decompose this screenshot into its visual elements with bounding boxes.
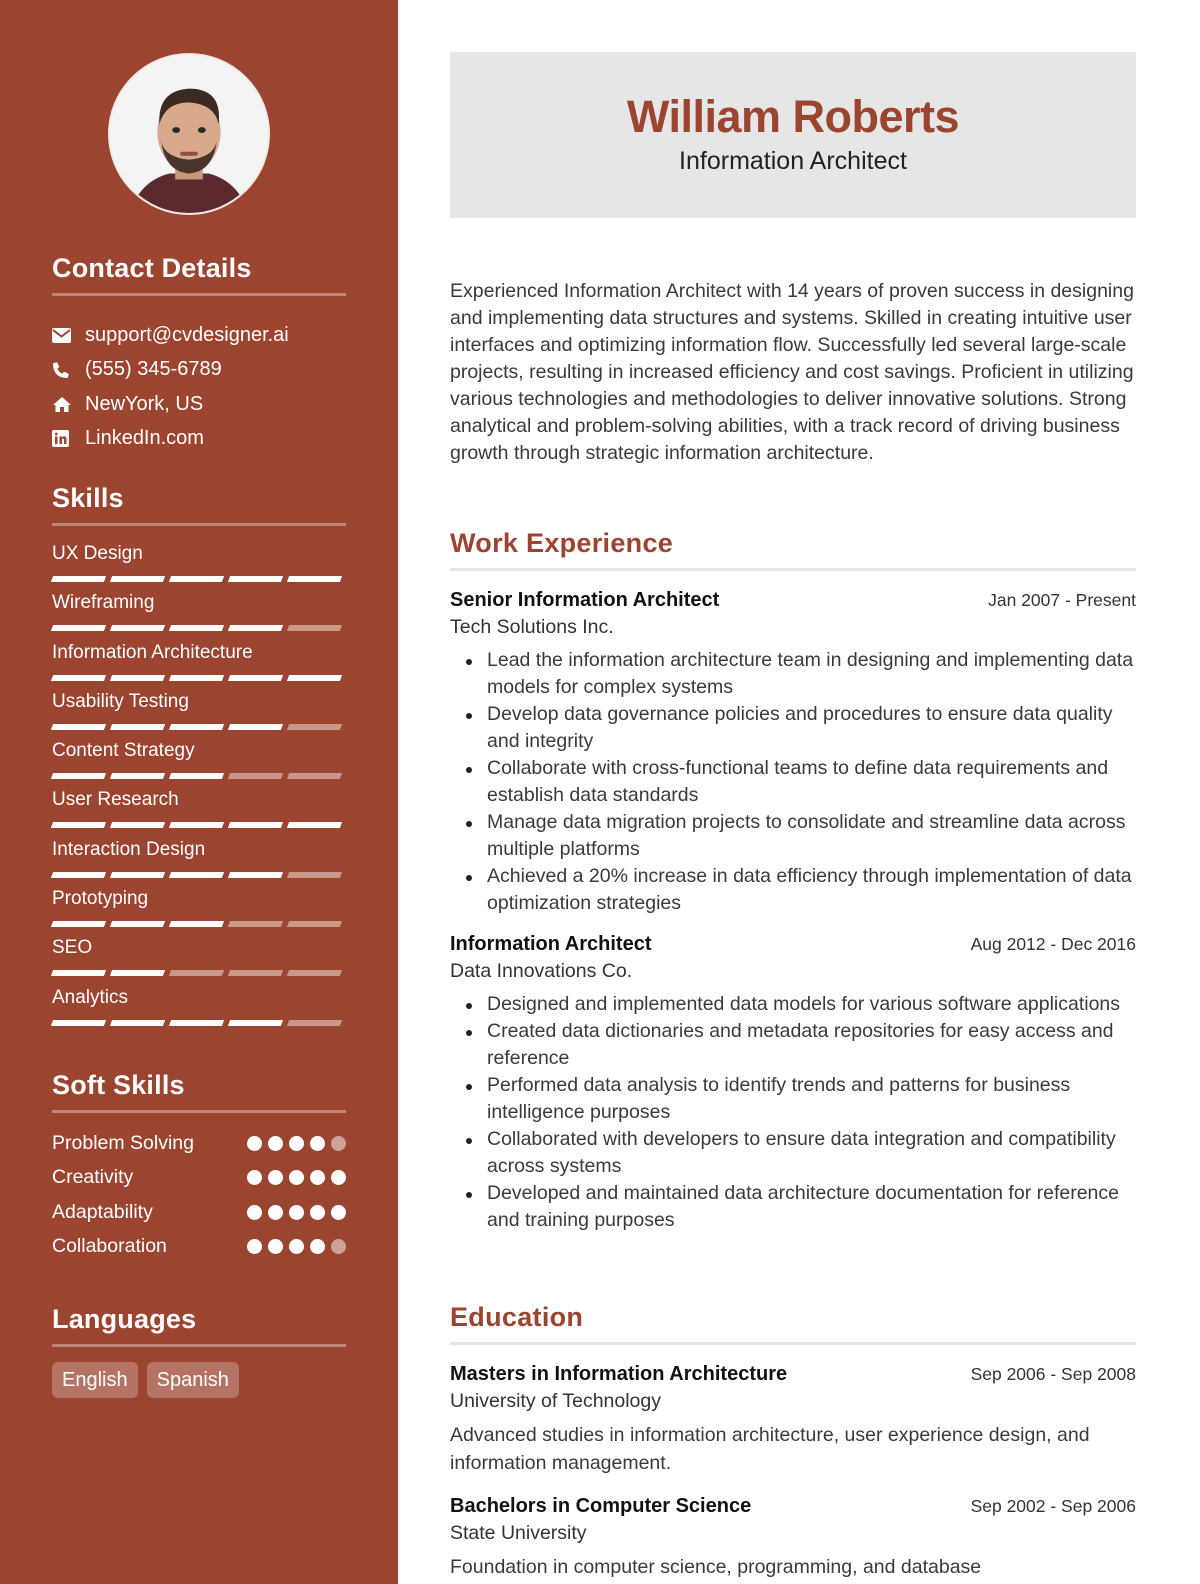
job-header: [450, 933, 1136, 956]
resume-header: [450, 52, 1136, 218]
contact-linkedin[interactable]: [52, 422, 346, 457]
languages-list: [52, 1362, 346, 1398]
skill-item: [52, 542, 346, 591]
skill-level-segment: [228, 822, 283, 828]
skill-name: Wireframing: [52, 592, 155, 614]
skill-level-bar: [52, 724, 346, 730]
skill-level-segment: [51, 970, 106, 976]
skill-level-segment: [51, 625, 106, 631]
skill-name: SEO: [52, 937, 93, 959]
skill-level-segment: [228, 1020, 283, 1026]
job-title: Information Architect: [450, 933, 652, 955]
contact-phone-text: (555) 345-6789: [85, 358, 222, 381]
job-bullets: [450, 991, 1136, 1234]
contact-phone[interactable]: [52, 353, 346, 388]
skill-name: Usability Testing: [52, 690, 189, 712]
job-company: Tech Solutions Inc.: [450, 616, 614, 638]
skill-level-segment: [287, 675, 342, 681]
job-bullet: Designed and implemented data models for various software applications: [450, 991, 1136, 1018]
soft-skill-name: Collaboration: [52, 1235, 167, 1258]
skill-level-bar: [52, 625, 346, 631]
contact-email-text: support@cvdesigner.ai: [85, 323, 289, 346]
skill-level-segment: [169, 1020, 224, 1026]
envelope-icon: [52, 328, 85, 343]
work-experience-section: [450, 528, 1136, 1234]
skill-level-segment: [228, 921, 283, 927]
soft-skill-rating: [247, 1170, 346, 1185]
education-description: Advanced studies in information architecture, user experience design, and information management.: [450, 1424, 1090, 1474]
rating-dot: [247, 1170, 262, 1185]
skill-level-segment: [287, 822, 342, 828]
skill-level-segment: [228, 970, 283, 976]
job-bullet: Achieved a 20% increase in data efficiency through implementation of data optimization strategies: [450, 863, 1136, 917]
skill-level-segment: [51, 675, 106, 681]
education-header: [450, 1495, 1136, 1518]
contact-section: [52, 253, 346, 456]
skill-level-segment: [169, 773, 224, 779]
contact-linkedin-text: LinkedIn.com: [85, 427, 204, 450]
job-entry: [450, 589, 1136, 917]
soft-skill-name: Problem Solving: [52, 1131, 194, 1154]
contact-list: [52, 318, 346, 456]
rating-dot: [247, 1205, 262, 1220]
soft-skills-section: [52, 1070, 346, 1264]
soft-skill-rating: [247, 1239, 346, 1254]
job-bullet: Collaborate with cross-functional teams to define data requirements and establish data standards: [450, 755, 1136, 809]
skill-level-segment: [287, 970, 342, 976]
skill-level-bar: [52, 822, 346, 828]
school-name: University of Technology: [450, 1390, 661, 1412]
skills-list: [52, 542, 346, 1035]
skill-level-segment: [110, 576, 165, 582]
job-bullet: Develop data governance policies and procedures to ensure data quality and integrity: [450, 701, 1136, 755]
skill-item: [52, 739, 346, 788]
skill-level-segment: [110, 872, 165, 878]
candidate-name: William Roberts: [626, 91, 960, 142]
skill-level-segment: [110, 724, 165, 730]
education-date: Sep 2006 - Sep 2008: [970, 1364, 1136, 1384]
soft-skill-item: [52, 1230, 346, 1265]
skill-level-segment: [287, 724, 342, 730]
skill-level-bar: [52, 970, 346, 976]
skill-level-segment: [287, 921, 342, 927]
language-pill: English: [52, 1362, 138, 1398]
skill-name: Analytics: [52, 986, 129, 1008]
job-title: Senior Information Architect: [450, 589, 720, 611]
skill-name: UX Design: [52, 543, 143, 564]
skill-level-segment: [110, 625, 165, 631]
skill-level-segment: [110, 773, 165, 779]
language-pill: Spanish: [147, 1362, 239, 1398]
skill-level-bar: [52, 773, 346, 779]
soft-skill-name: Creativity: [52, 1166, 134, 1189]
rating-dot: [331, 1239, 346, 1254]
contact-location: [52, 387, 346, 422]
skill-level-segment: [110, 970, 165, 976]
sidebar: [0, 0, 398, 1584]
rating-dot: [331, 1170, 346, 1185]
soft-skill-item: [52, 1161, 346, 1196]
skill-item: [52, 690, 346, 739]
skill-level-bar: [52, 872, 346, 878]
skill-level-segment: [169, 724, 224, 730]
skill-level-segment: [228, 872, 283, 878]
skill-item: [52, 887, 346, 936]
avatar-photo-icon: [110, 55, 268, 213]
school-name: State University: [450, 1522, 587, 1544]
job-company: Data Innovations Co.: [450, 960, 633, 982]
rating-dot: [331, 1136, 346, 1151]
job-bullet: Performed data analysis to identify trends and patterns for business intelligence purposes: [450, 1072, 1136, 1126]
skill-item: [52, 986, 346, 1035]
rating-dot: [268, 1170, 283, 1185]
contact-heading: Contact Details: [52, 253, 346, 296]
rating-dot: [310, 1239, 325, 1254]
linkedin-icon: [52, 430, 85, 447]
skill-level-bar: [52, 921, 346, 927]
rating-dot: [268, 1136, 283, 1151]
job-header: [450, 589, 1136, 612]
skill-level-segment: [287, 1020, 342, 1026]
education-entry: [450, 1495, 1136, 1581]
skill-level-segment: [169, 675, 224, 681]
skill-level-segment: [51, 872, 106, 878]
home-icon: [52, 396, 85, 413]
avatar: [108, 53, 270, 215]
skill-name: Interaction Design: [52, 838, 206, 860]
education-header: [450, 1363, 1136, 1386]
skill-item: [52, 838, 346, 887]
skill-name: User Research: [52, 789, 179, 811]
skill-level-segment: [169, 921, 224, 927]
skill-level-segment: [51, 724, 106, 730]
skill-name: Prototyping: [52, 888, 149, 910]
job-bullet: Developed and maintained data architecture documentation for reference and training purposes: [450, 1180, 1136, 1234]
contact-location-text: NewYork, US: [85, 392, 204, 415]
education-heading: Education: [450, 1302, 1136, 1345]
job-entry: [450, 933, 1136, 1234]
skill-level-segment: [228, 773, 283, 779]
soft-skill-rating: [247, 1136, 346, 1151]
rating-dot: [289, 1136, 304, 1151]
skill-level-bar: [52, 675, 346, 681]
skill-level-segment: [228, 625, 283, 631]
soft-skill-rating: [247, 1205, 346, 1220]
education-entry: [450, 1363, 1136, 1477]
soft-skill-item: [52, 1126, 346, 1161]
skill-name: Content Strategy: [52, 740, 195, 762]
job-date: Jan 2007 - Present: [988, 590, 1136, 610]
languages-section: [52, 1304, 346, 1398]
skill-level-segment: [110, 675, 165, 681]
skill-item: [52, 641, 346, 690]
skill-level-segment: [169, 625, 224, 631]
skill-level-segment: [51, 576, 106, 582]
languages-heading: Languages: [52, 1304, 346, 1347]
soft-skill-name: Adaptability: [52, 1200, 153, 1223]
skill-level-segment: [228, 675, 283, 681]
rating-dot: [310, 1136, 325, 1151]
rating-dot: [310, 1170, 325, 1185]
education-section: [450, 1302, 1136, 1581]
job-bullet: Manage data migration projects to consolidate and streamline data across multiple platforms: [450, 809, 1136, 863]
rating-dot: [331, 1205, 346, 1220]
rating-dot: [247, 1239, 262, 1254]
job-bullet: Created data dictionaries and metadata repositories for easy access and reference: [450, 1018, 1136, 1072]
rating-dot: [289, 1239, 304, 1254]
candidate-title: Information Architect: [679, 147, 907, 175]
skill-level-segment: [169, 872, 224, 878]
job-date: Aug 2012 - Dec 2016: [970, 934, 1136, 954]
rating-dot: [247, 1136, 262, 1151]
rating-dot: [268, 1239, 283, 1254]
degree-title: Bachelors in Computer Science: [450, 1495, 752, 1517]
soft-skill-item: [52, 1195, 346, 1230]
skill-item: [52, 591, 346, 640]
skill-level-segment: [51, 921, 106, 927]
job-bullets: [450, 647, 1136, 917]
skill-level-segment: [169, 576, 224, 582]
skill-item: [52, 788, 346, 837]
job-bullet: Collaborated with developers to ensure data integration and compatibility across systems: [450, 1126, 1136, 1180]
profile-summary: Experienced Information Architect with 14 years of proven success in designing and implementing data structures and systems. Skilled in creating intuitive user interfaces and optimizing information flow. Successfully led several large-scale projects, resulting in increased efficiency and cost savings. Proficient in utilizing various technologies and methodologies to deliver innovative solutions. Strong analytical and problem-solving abilities, with a track record of driving business growth through strategic information architecture.: [450, 280, 1134, 464]
skill-level-bar: [52, 576, 346, 582]
rating-dot: [310, 1205, 325, 1220]
skill-level-segment: [110, 1020, 165, 1026]
skill-level-segment: [51, 822, 106, 828]
skill-level-segment: [228, 724, 283, 730]
education-date: Sep 2002 - Sep 2006: [970, 1496, 1136, 1516]
phone-icon: [52, 361, 85, 379]
job-bullet: Lead the information architecture team in designing and implementing data models for complex systems: [450, 647, 1136, 701]
skill-level-segment: [228, 576, 283, 582]
skill-level-segment: [287, 773, 342, 779]
contact-email[interactable]: [52, 318, 346, 353]
skill-level-segment: [287, 576, 342, 582]
skill-item: [52, 936, 346, 985]
soft-skills-list: [52, 1126, 346, 1264]
skill-level-segment: [287, 625, 342, 631]
skill-level-segment: [169, 970, 224, 976]
rating-dot: [268, 1205, 283, 1220]
soft-skills-heading: Soft Skills: [52, 1070, 346, 1113]
skills-heading: Skills: [52, 483, 346, 526]
skill-level-segment: [110, 822, 165, 828]
work-experience-heading: Work Experience: [450, 528, 1136, 571]
rating-dot: [289, 1205, 304, 1220]
skill-level-segment: [110, 921, 165, 927]
skill-name: Information Architecture: [52, 641, 253, 663]
skill-level-segment: [287, 872, 342, 878]
rating-dot: [289, 1170, 304, 1185]
degree-title: Masters in Information Architecture: [450, 1363, 788, 1385]
skill-level-segment: [51, 1020, 106, 1026]
education-description: Foundation in computer science, programming, and database: [450, 1556, 982, 1578]
skill-level-segment: [169, 822, 224, 828]
skill-level-bar: [52, 1020, 346, 1026]
skill-level-segment: [51, 773, 106, 779]
skills-section: [52, 483, 346, 1035]
